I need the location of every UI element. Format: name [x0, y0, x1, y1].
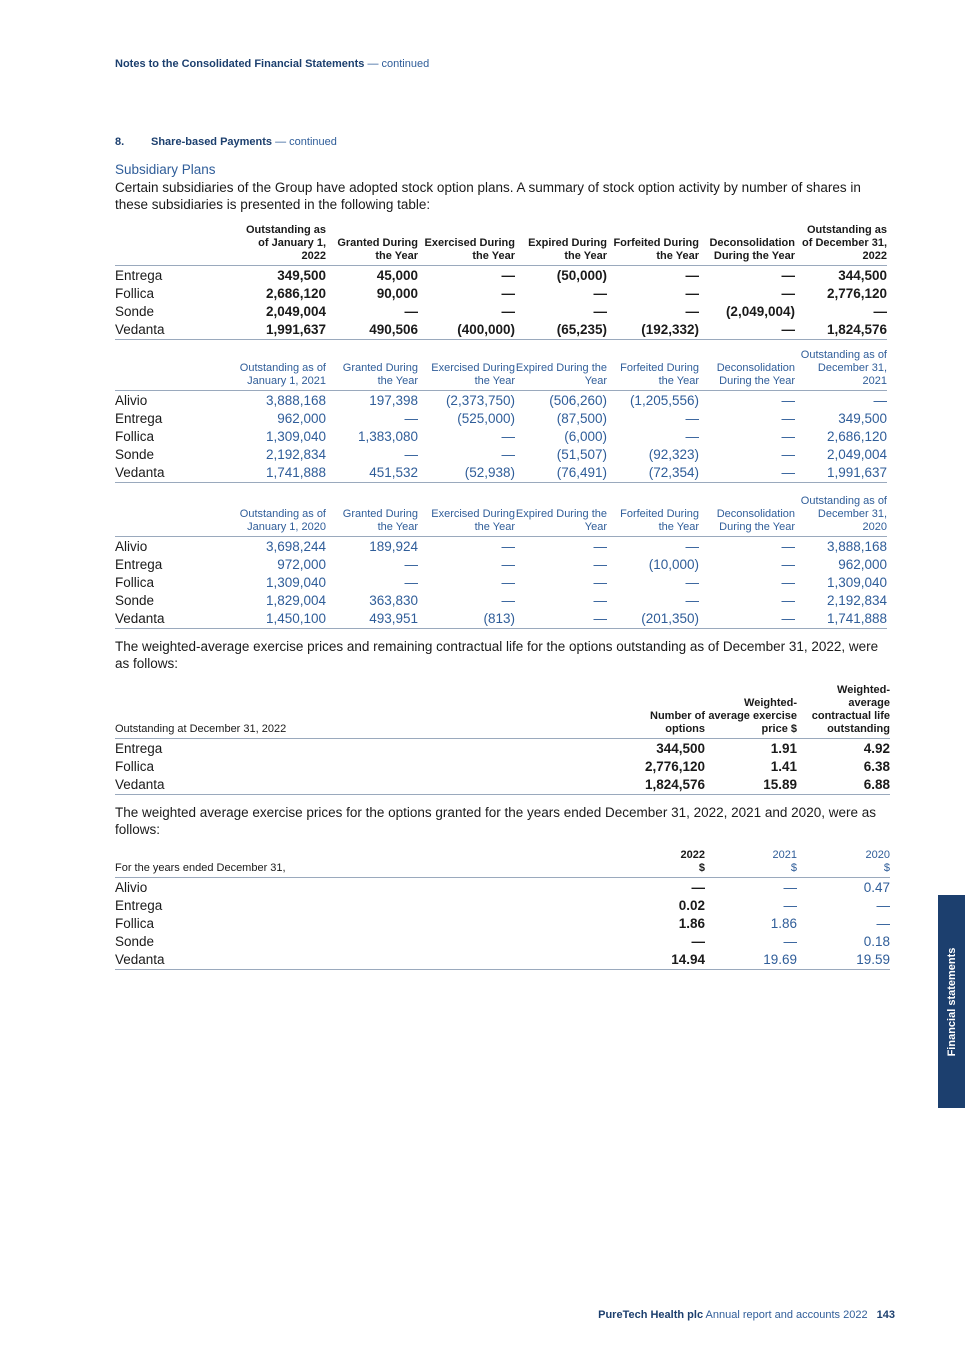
table-row	[115, 427, 887, 445]
cell: 493,951	[326, 610, 418, 629]
cell: —	[501, 428, 515, 444]
row-label: Vedanta	[115, 464, 235, 483]
cell: —	[873, 392, 887, 408]
cell: —	[781, 593, 795, 609]
table-row	[115, 302, 887, 320]
cell: —	[501, 574, 515, 590]
cell: 6.88	[797, 775, 890, 794]
cell: 1.86	[678, 915, 705, 931]
cell: 4.92	[863, 740, 890, 756]
cell: 14.94	[615, 951, 705, 970]
footer-report: Annual report and accounts 2022	[705, 1309, 868, 1321]
table-header-row	[115, 495, 887, 537]
cell: 1,829,004	[265, 593, 326, 609]
cell: —	[404, 556, 418, 572]
table-row	[115, 321, 887, 340]
column-header: Exercised During the Year	[418, 495, 515, 537]
options-table-2020	[115, 495, 887, 629]
column-header-2021: 2021 $	[705, 849, 797, 878]
options-table-2022	[115, 224, 887, 340]
column-header: Granted During the Year	[326, 349, 418, 391]
cell: 1,741,888	[235, 464, 326, 483]
cell: 197,398	[369, 392, 418, 408]
subsection-title: Subsidiary Plans	[115, 162, 216, 177]
cell: (72,354)	[607, 464, 699, 483]
cell: 1.86	[770, 915, 797, 931]
cell: 0.47	[863, 879, 890, 895]
table-row	[115, 739, 890, 758]
cell: —	[593, 303, 607, 319]
cell: —	[685, 574, 699, 590]
cell: (2,049,004)	[725, 303, 795, 319]
footer-company: PureTech Health plc	[598, 1309, 704, 1321]
row-label: Alivio	[115, 879, 148, 895]
table-row	[115, 537, 887, 556]
table-header-row	[115, 224, 887, 266]
cell: (10,000)	[648, 556, 699, 572]
running-header	[115, 58, 429, 70]
cell: —	[404, 303, 418, 319]
header-continued: — continued	[367, 58, 430, 70]
row-label: Sonde	[115, 303, 155, 319]
cell: —	[781, 538, 795, 554]
table-caption: Outstanding at December 31, 2022	[115, 684, 615, 739]
cell: —	[593, 285, 607, 301]
cell: 2,686,120	[826, 428, 887, 444]
cell: (65,235)	[515, 321, 607, 340]
cell: —	[404, 574, 418, 590]
cell: 344,500	[656, 740, 705, 756]
cell: —	[781, 410, 795, 426]
cell: (76,491)	[515, 464, 607, 483]
row-label: Vedanta	[115, 775, 615, 794]
row-label: Entrega	[115, 740, 163, 756]
cell: —	[501, 447, 515, 463]
cell: 19.69	[705, 951, 797, 970]
cell: —	[685, 303, 699, 319]
column-header: Outstanding as of December 31, 2020	[795, 495, 887, 537]
cell: —	[781, 285, 795, 301]
row-label: Follica	[115, 428, 155, 444]
cell: (192,332)	[607, 321, 699, 340]
cell: —	[501, 538, 515, 554]
cell: —	[685, 267, 699, 283]
row-label: Entrega	[115, 556, 163, 572]
cell: 19.59	[797, 951, 890, 970]
table-row	[115, 555, 887, 573]
cell: —	[685, 428, 699, 444]
cell: 0.02	[678, 897, 705, 913]
cell: 2,049,004	[826, 447, 887, 463]
row-label: Sonde	[115, 593, 155, 609]
cell: 3,888,168	[265, 392, 326, 408]
cell: —	[691, 934, 705, 950]
cell: 972,000	[277, 556, 326, 572]
table-row	[115, 775, 890, 794]
column-header-2020: 2020 $	[797, 849, 890, 878]
weighted-average-table	[115, 684, 890, 795]
cell: —	[593, 574, 607, 590]
row-label: Sonde	[115, 447, 155, 463]
row-label: Vedanta	[115, 951, 615, 970]
weighted-average-paragraph: The weighted-average exercise prices and remaining contractual life for the options outstanding as of December 31, 2022, were as follows:	[115, 639, 879, 671]
row-label: Entrega	[115, 897, 163, 913]
cell: 1,450,100	[235, 610, 326, 629]
cell: (92,323)	[648, 447, 699, 463]
row-label: Alivio	[115, 392, 148, 408]
table-row	[115, 951, 890, 970]
cell: —	[783, 934, 797, 950]
column-header: Outstanding as of January 1, 2020	[235, 495, 326, 537]
cell: (506,260)	[549, 392, 607, 408]
table-row	[115, 914, 890, 932]
granted-prices-paragraph: The weighted average exercise prices for the options granted for the years ended December 31, 2022, 2021 and 2020, were as follows:	[115, 805, 876, 837]
side-tab-label: Financial statements	[945, 947, 958, 1056]
table-header-row	[115, 349, 887, 391]
granted-prices-table	[115, 849, 890, 970]
cell: —	[501, 303, 515, 319]
cell: (400,000)	[418, 321, 515, 340]
cell: 1.91	[770, 740, 797, 756]
cell: —	[685, 410, 699, 426]
page-footer	[598, 1309, 895, 1321]
cell: 2,192,834	[265, 447, 326, 463]
cell: 2,776,120	[826, 285, 887, 301]
cell: —	[781, 428, 795, 444]
row-label: Entrega	[115, 267, 163, 283]
cell: —	[691, 879, 705, 895]
cell: 45,000	[376, 267, 418, 283]
cell: —	[781, 447, 795, 463]
cell: —	[699, 464, 795, 483]
cell: 349,500	[838, 410, 887, 426]
cell: 2,776,120	[644, 758, 705, 774]
cell: 962,000	[838, 556, 887, 572]
intro-paragraph: Certain subsidiaries of the Group have adopted stock option plans. A summary of stock option activity by number of shares in these subsidiaries is presented in the following table:	[115, 180, 861, 212]
column-header: Expired During the Year	[515, 349, 607, 391]
cell: (525,000)	[457, 410, 515, 426]
column-header: Outstanding as of January 1, 2021	[235, 349, 326, 391]
cell: 1,991,637	[795, 464, 887, 483]
section-title: Share-based Payments	[151, 136, 273, 148]
cell: —	[593, 538, 607, 554]
cell: (87,500)	[556, 410, 607, 426]
cell: —	[699, 610, 795, 629]
column-header: Expired During the Year	[515, 495, 607, 537]
cell: (51,507)	[556, 447, 607, 463]
cell: 2,686,120	[265, 285, 326, 301]
column-header: Weighted-average exercise price $	[705, 684, 797, 739]
cell: 2,192,834	[826, 593, 887, 609]
table-caption: For the years ended December 31,	[115, 849, 615, 878]
cell: 0.18	[863, 934, 890, 950]
cell: (2,373,750)	[445, 392, 515, 408]
cell: (813)	[418, 610, 515, 629]
cell: 1,383,080	[357, 428, 418, 444]
header-title: Notes to the Consolidated Financial Statements	[115, 58, 365, 70]
cell: —	[404, 447, 418, 463]
row-label: Vedanta	[115, 321, 235, 340]
cell: 90,000	[376, 285, 418, 301]
table-row	[115, 446, 887, 464]
row-label: Follica	[115, 285, 155, 301]
cell: 1,309,040	[265, 574, 326, 590]
cell: —	[699, 321, 795, 340]
row-label: Follica	[115, 574, 155, 590]
cell: —	[685, 285, 699, 301]
cell: —	[781, 392, 795, 408]
column-header: Exercised During the Year	[418, 349, 515, 391]
cell: 15.89	[705, 775, 797, 794]
cell: (201,350)	[607, 610, 699, 629]
cell: —	[781, 556, 795, 572]
cell: 1,824,576	[615, 775, 705, 794]
cell: 490,506	[326, 321, 418, 340]
cell: 344,500	[838, 267, 887, 283]
table-row	[115, 464, 887, 483]
cell: —	[873, 303, 887, 319]
cell: —	[501, 285, 515, 301]
cell: 3,888,168	[826, 538, 887, 554]
row-label: Vedanta	[115, 610, 235, 629]
table-row	[115, 933, 890, 951]
cell: 1,741,888	[795, 610, 887, 629]
table-row	[115, 266, 887, 285]
cell: 962,000	[277, 410, 326, 426]
page-number: 143	[876, 1309, 895, 1321]
cell: 1,824,576	[795, 321, 887, 340]
table-row	[115, 409, 887, 427]
cell: —	[685, 538, 699, 554]
cell: —	[593, 556, 607, 572]
cell: —	[876, 915, 890, 931]
column-header: Exercised During the Year	[418, 224, 515, 266]
column-header: Deconsolidation During the Year	[699, 495, 795, 537]
section-heading	[115, 136, 337, 148]
cell: —	[515, 610, 607, 629]
cell: —	[781, 574, 795, 590]
table-row	[115, 592, 887, 610]
table-header-row	[115, 849, 890, 878]
cell: 1,309,040	[265, 428, 326, 444]
cell: —	[501, 267, 515, 283]
column-header-2022: 2022 $	[615, 849, 705, 878]
cell: (50,000)	[556, 267, 607, 283]
table-row	[115, 284, 887, 302]
cell: —	[783, 897, 797, 913]
column-header: Number of options	[615, 684, 705, 739]
table-row	[115, 391, 887, 410]
column-header: Deconsolidation During the Year	[699, 224, 795, 266]
column-header: Outstanding as of January 1, 2022	[235, 224, 326, 266]
row-label: Follica	[115, 758, 155, 774]
column-header: Outstanding as of December 31, 2021	[795, 349, 887, 391]
table-row	[115, 878, 890, 897]
cell: —	[593, 593, 607, 609]
cell: 451,532	[326, 464, 418, 483]
cell: 3,698,244	[265, 538, 326, 554]
table-row	[115, 610, 887, 629]
cell: —	[501, 556, 515, 572]
cell: (52,938)	[418, 464, 515, 483]
cell: —	[876, 897, 890, 913]
section-continued: — continued	[275, 136, 337, 148]
cell: (1,205,556)	[629, 392, 699, 408]
table-row	[115, 757, 890, 775]
column-header: Forfeited During the Year	[607, 224, 699, 266]
row-label: Alivio	[115, 538, 148, 554]
cell: 2,049,004	[265, 303, 326, 319]
row-label: Entrega	[115, 410, 163, 426]
column-header: Forfeited During the Year	[607, 495, 699, 537]
column-header: Granted During the Year	[326, 224, 418, 266]
column-header: Expired During the Year	[515, 224, 607, 266]
table-header-row	[115, 684, 890, 739]
cell: 1,309,040	[826, 574, 887, 590]
column-header: Outstanding as of December 31, 2022	[795, 224, 887, 266]
section-side-tab[interactable]	[938, 895, 965, 1108]
cell: —	[783, 879, 797, 895]
cell: 189,924	[369, 538, 418, 554]
cell: —	[685, 593, 699, 609]
cell: 6.38	[863, 758, 890, 774]
cell: —	[501, 593, 515, 609]
cell: 1,991,637	[235, 321, 326, 340]
cell: 349,500	[277, 267, 326, 283]
options-table-2021	[115, 349, 887, 483]
column-header: Deconsolidation During the Year	[699, 349, 795, 391]
cell: (6,000)	[564, 428, 607, 444]
cell: —	[404, 410, 418, 426]
column-header: Forfeited During the Year	[607, 349, 699, 391]
table-row	[115, 573, 887, 591]
cell: 363,830	[369, 593, 418, 609]
column-header: Granted During the Year	[326, 495, 418, 537]
cell: 1.41	[770, 758, 797, 774]
column-header: Weighted-average contractual life outstanding	[797, 684, 890, 739]
row-label: Follica	[115, 915, 155, 931]
section-number: 8.	[115, 136, 125, 148]
cell: —	[781, 267, 795, 283]
row-label: Sonde	[115, 934, 155, 950]
table-row	[115, 896, 890, 914]
